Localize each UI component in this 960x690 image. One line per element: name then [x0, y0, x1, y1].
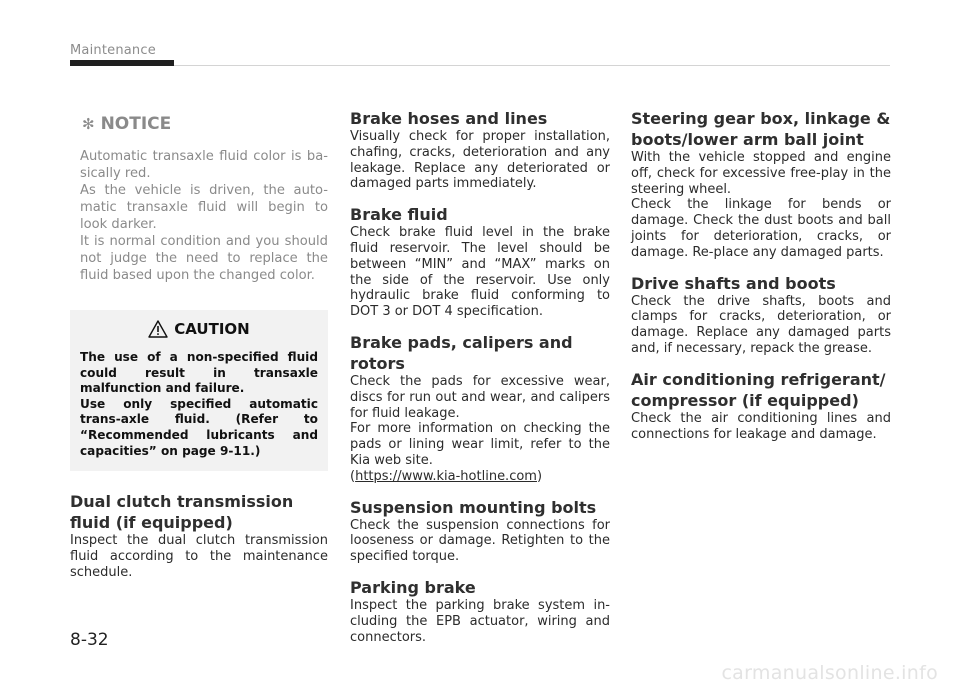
column-2 [350, 108, 610, 657]
notice-paragraph: Automatic transaxle fluid color is ba-sically red. [80, 149, 328, 181]
brake-hoses-body: Visually check for proper installation, chafing, cracks, deterioration and any leakage. Replace any deteriorated or damaged parts immediately. [350, 129, 610, 192]
caution-paragraph: The use of a non-specified fluid could result in transaxle malfunction and failure. [80, 350, 318, 396]
notice-paragraph: It is normal condition and you should not judge the need to replace the fluid based upon the changed color. [80, 234, 328, 283]
header-rule [70, 65, 890, 66]
column-3 [631, 108, 891, 454]
parking-brake-body: Inspect the parking brake system in-cluding the EPB actuator, wiring and connectors. [350, 597, 610, 645]
air-conditioning-heading: Air conditioning refrigerant/ compressor (if equipped) [631, 369, 886, 410]
dct-heading: Dual clutch transmission fluid (if equipped) [70, 492, 294, 533]
brake-pads-section [350, 332, 610, 485]
asterisk-icon: ✻ [82, 115, 95, 133]
caution-box [70, 310, 328, 471]
warning-triangle-icon [148, 320, 168, 338]
parking-brake-heading: Parking brake [350, 577, 476, 597]
brake-fluid-heading: Brake fluid [350, 205, 448, 225]
drive-shafts-heading: Drive shafts and boots [631, 273, 836, 293]
air-conditioning-section [631, 369, 891, 443]
suspension-section [350, 497, 610, 565]
drive-shafts-section [631, 273, 891, 357]
section-label: Maintenance [70, 43, 156, 58]
caution-heading [80, 320, 318, 338]
page-number: 8-32 [70, 630, 109, 650]
brake-hoses-heading: Brake hoses and lines [350, 109, 548, 128]
drive-shafts-body: Check the drive shafts, boots and clamps for cracks, deterioration, or damage. Replace any damaged parts and, if necessary, repack the grease. [631, 293, 891, 356]
parking-brake-section [350, 577, 610, 645]
steering-body: With the vehicle stopped and engine off, check for excessive free-play in the steering wheel. [631, 150, 891, 197]
notice-paragraph: As the vehicle is driven, the auto-matic transaxle fluid will begin to look darker. [80, 183, 328, 232]
suspension-body: Check the suspension connections for looseness or damage. Retighten to the specified torque. [350, 517, 610, 565]
header-bar [70, 60, 174, 66]
watermark: carmanualsonline.info [721, 662, 938, 684]
column-1 [70, 108, 328, 593]
suspension-heading: Suspension mounting bolts [350, 497, 597, 517]
brake-pads-heading: Brake pads, calipers and rotors [350, 332, 573, 373]
notice-title: NOTICE [100, 114, 172, 134]
brake-fluid-section [350, 204, 610, 320]
steering-heading: Steering gear box, linkage & boots/lower arm ball joint [631, 109, 891, 149]
caution-title: CAUTION [174, 320, 250, 338]
notice-heading [82, 114, 328, 134]
kia-link-line [350, 469, 610, 485]
steering-section [631, 108, 891, 261]
air-conditioning-body: Check the air conditioning lines and connections for leakage and damage. [631, 410, 891, 442]
brake-pads-body: Check the pads for excessive wear, discs for run out and wear, and calipers for fluid leakage. [350, 373, 610, 421]
brake-pads-body-more: For more information on checking the pads or lining wear limit, refer to the Kia web site. [350, 421, 610, 468]
steering-body-more: Check the linkage for bends or damage. Check the dust boots and ball joints for deterioration, cracks, or damage. Re-place any damaged parts. [631, 197, 891, 260]
link-paren-close: ) [536, 468, 543, 484]
caution-paragraph: Use only specified automatic trans-axle fluid. (Refer to “Recommended lubricants and capacities” on page 9-11.) [80, 396, 318, 458]
brake-hoses-section [350, 108, 610, 192]
dct-body: Inspect the dual clutch transmission fluid according to the maintenance schedule. [70, 533, 328, 580]
brake-fluid-body: Check brake fluid level in the brake fluid reservoir. The level should be between “MIN” and “MAX” marks on the side of the reservoir. Use only hydraulic brake fluid conforming to DOT 3 or DOT 4 specification. [350, 225, 610, 320]
kia-hotline-link[interactable]: https://www.kia-hotline.com [355, 468, 537, 484]
link-paren-open: ( [350, 468, 356, 484]
